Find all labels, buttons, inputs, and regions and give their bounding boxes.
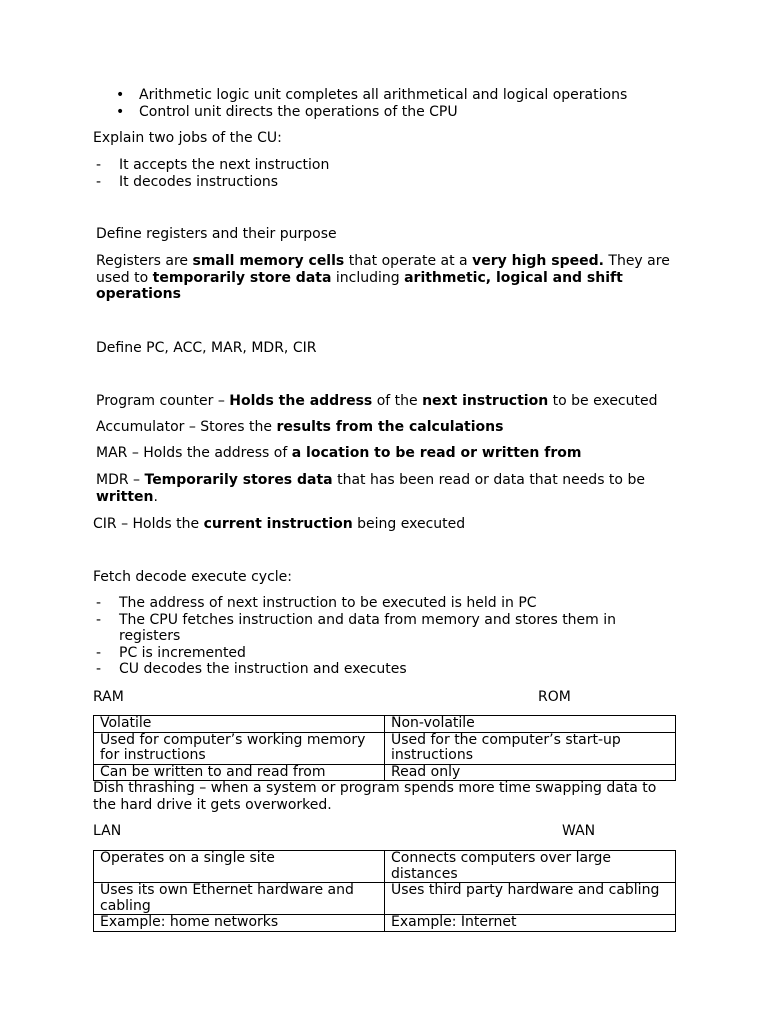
lan-label: LAN	[93, 823, 122, 839]
table-cell: Can be written to and read from	[94, 764, 385, 781]
list-item	[116, 87, 627, 104]
table-cell: Uses third party hardware and cabling	[385, 883, 676, 915]
dash-marker: -	[96, 595, 102, 611]
bold-run: very high speed.	[472, 253, 604, 269]
table-row	[94, 732, 676, 764]
list-item	[116, 104, 627, 121]
list-item-text: It accepts the next instruction	[119, 157, 330, 173]
table-cell: Operates on a single site	[94, 851, 385, 883]
bullet-icon: •	[116, 87, 125, 103]
bold-run: Temporarily stores data	[144, 472, 333, 488]
mdr-definition	[96, 472, 666, 505]
table-cell: Example: Internet	[385, 915, 676, 932]
bold-run: current instruction	[203, 516, 353, 532]
text-run: including	[331, 269, 405, 286]
acc-definition	[96, 419, 503, 436]
dash-marker: -	[96, 644, 102, 661]
bold-run: results from the calculations	[276, 419, 504, 435]
list-item-text: It decodes instructions	[119, 173, 279, 190]
list-item-text: The CPU fetches instruction and data from memory and stores them in registers	[119, 611, 617, 644]
table-cell: Uses its own Ethernet hardware and cabling	[94, 883, 385, 915]
list-item-text: CU decodes the instruction and executes	[119, 661, 407, 677]
list-item	[96, 157, 639, 174]
cir-definition	[93, 516, 465, 533]
dash-marker: -	[96, 157, 102, 173]
text-run: that has been read or data that needs to be	[332, 472, 645, 488]
list-item	[96, 595, 639, 612]
dash-marker: -	[96, 173, 102, 190]
cu-jobs-list	[96, 157, 639, 190]
bold-run: written	[96, 488, 154, 505]
pc-definition	[96, 393, 658, 410]
cpu-bullet-list	[116, 87, 627, 120]
list-item	[96, 174, 639, 191]
list-item	[96, 661, 639, 678]
list-item-text: PC is incremented	[119, 644, 246, 661]
table-row	[94, 764, 676, 781]
list-item-text: Control unit directs the operations of the CPU	[139, 103, 458, 120]
bold-run: next instruction	[422, 393, 549, 409]
table-cell: Used for the computer’s start-up instructions	[385, 732, 676, 764]
table-row	[94, 716, 676, 733]
ram-label: RAM	[93, 689, 124, 705]
table-row	[94, 883, 676, 915]
rom-label: ROM	[538, 689, 571, 705]
lan-wan-table	[93, 850, 676, 932]
table-cell: Used for computer’s working memory for instructions	[94, 732, 385, 764]
table-cell: Volatile	[94, 716, 385, 733]
text-run: CIR – Holds the	[93, 516, 204, 532]
registers-answer	[96, 253, 676, 303]
bold-run: a location to be read or written from	[291, 445, 582, 461]
text-run: .	[153, 488, 158, 505]
list-item	[96, 612, 639, 645]
text-run: being executed	[352, 516, 466, 532]
table-row	[94, 915, 676, 932]
fde-title: Fetch decode execute cycle:	[93, 569, 292, 585]
ram-rom-table	[93, 715, 676, 781]
wan-label: WAN	[562, 823, 596, 839]
bullet-icon: •	[116, 103, 125, 120]
table-cell: Read only	[385, 764, 676, 781]
table-cell: Connects computers over large distances	[385, 851, 676, 883]
table-row	[94, 851, 676, 883]
cu-question: Explain two jobs of the CU:	[93, 130, 282, 146]
dash-marker: -	[96, 611, 102, 628]
table-cell: Non-volatile	[385, 716, 676, 733]
text-run: Accumulator – Stores the	[96, 419, 277, 435]
text-run: to be executed	[548, 393, 658, 409]
bold-run: temporarily store data	[152, 269, 332, 286]
list-item	[96, 645, 639, 662]
text-run: of the	[372, 393, 423, 409]
define-question: Define PC, ACC, MAR, MDR, CIR	[96, 340, 317, 356]
text-run: MAR – Holds the address of	[96, 445, 292, 461]
text-run: Program counter –	[96, 393, 230, 409]
bold-run: arithmetic, logical and shift operations	[96, 269, 623, 302]
text-run: that operate at a	[344, 253, 473, 269]
registers-question: Define registers and their purpose	[96, 226, 337, 242]
bold-run: small memory cells	[192, 253, 345, 269]
table-cell: Example: home networks	[94, 915, 385, 932]
bold-run: Holds the address	[229, 393, 373, 409]
text-run: Registers are	[96, 253, 193, 269]
text-run: MDR –	[96, 472, 145, 488]
dash-marker: -	[96, 661, 102, 677]
list-item-text: The address of next instruction to be executed is held in PC	[119, 595, 537, 611]
disk-thrashing-text: Dish thrashing – when a system or program spends more time swapping data to the hard drive it gets overworked.	[93, 780, 657, 813]
fde-steps-list	[96, 595, 639, 678]
text-run: They are used to	[96, 253, 670, 286]
mar-definition	[96, 445, 581, 462]
list-item-text: Arithmetic logic unit completes all arithmetical and logical operations	[139, 87, 628, 103]
